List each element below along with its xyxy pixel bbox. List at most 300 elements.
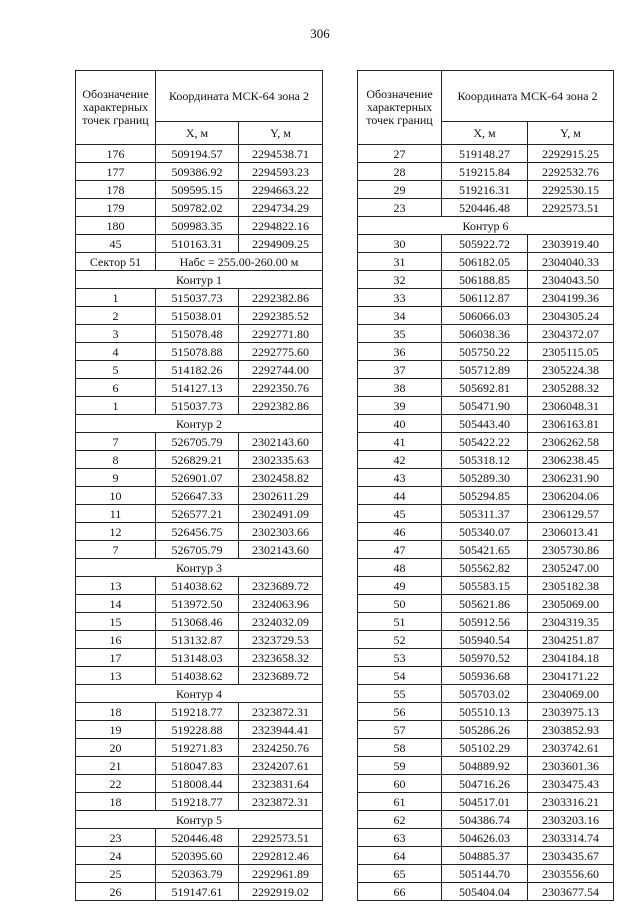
- y-coordinate: 2303677.54: [528, 883, 614, 901]
- table-row: [358, 163, 614, 181]
- table-row: [358, 361, 614, 379]
- y-coordinate: 2292744.00: [239, 361, 323, 379]
- point-number: 64: [358, 847, 442, 865]
- x-coordinate: 509595.15: [156, 181, 239, 199]
- y-coordinate: 2303203.16: [528, 811, 614, 829]
- table-row: [76, 451, 323, 469]
- x-coordinate: 505286.26: [442, 721, 528, 739]
- y-coordinate: 2292350.76: [239, 379, 323, 397]
- point-number: 65: [358, 865, 442, 883]
- x-coordinate: 505750.22: [442, 343, 528, 361]
- table-row: [76, 775, 323, 793]
- table-row: [76, 235, 323, 253]
- point-number: 34: [358, 307, 442, 325]
- y-coordinate: 2323689.72: [239, 667, 323, 685]
- x-coordinate: 514127.13: [156, 379, 239, 397]
- y-coordinate: 2292573.51: [528, 199, 614, 217]
- coordinate-system-header: Координата МСК-64 зона 2: [442, 71, 614, 122]
- point-number: 18: [76, 703, 156, 721]
- table-row: [76, 199, 323, 217]
- table-row: [76, 739, 323, 757]
- point-number: 51: [358, 613, 442, 631]
- table-row: [358, 145, 614, 163]
- point-number: 52: [358, 631, 442, 649]
- point-number: 61: [358, 793, 442, 811]
- y-coordinate: 2302458.82: [239, 469, 323, 487]
- x-coordinate: 505340.07: [442, 523, 528, 541]
- table-row: [76, 487, 323, 505]
- x-coordinate: 504716.26: [442, 775, 528, 793]
- right-table-body: [358, 145, 614, 901]
- x-coordinate: 506038.36: [442, 325, 528, 343]
- contour-label: Контур 1: [76, 271, 323, 289]
- point-number: 26: [76, 883, 156, 901]
- x-column-header: X, м: [442, 122, 528, 145]
- table-row: [76, 181, 323, 199]
- x-coordinate: 515037.73: [156, 289, 239, 307]
- table-row: [358, 865, 614, 883]
- y-coordinate: 2294538.71: [239, 145, 323, 163]
- y-coordinate: 2292919.02: [239, 883, 323, 901]
- x-coordinate: 526901.07: [156, 469, 239, 487]
- point-number: 48: [358, 559, 442, 577]
- y-coordinate: 2324063.96: [239, 595, 323, 613]
- y-coordinate: 2304069.00: [528, 685, 614, 703]
- table-row: [358, 343, 614, 361]
- point-number: 6: [76, 379, 156, 397]
- point-number: 62: [358, 811, 442, 829]
- y-coordinate: 2292382.86: [239, 397, 323, 415]
- x-coordinate: 505936.68: [442, 667, 528, 685]
- point-number: 14: [76, 595, 156, 613]
- x-coordinate: 505621.86: [442, 595, 528, 613]
- x-coordinate: 518008.44: [156, 775, 239, 793]
- point-number: 30: [358, 235, 442, 253]
- y-coordinate: 2303601.36: [528, 757, 614, 775]
- y-coordinate: 2306013.41: [528, 523, 614, 541]
- point-number: 7: [76, 433, 156, 451]
- table-row: [358, 811, 614, 829]
- table-row: [358, 631, 614, 649]
- point-designation-header: Обозначение характерных точек границ: [76, 71, 156, 145]
- y-coordinate: 2305247.00: [528, 559, 614, 577]
- table-row: [76, 721, 323, 739]
- y-coordinate: 2302611.29: [239, 487, 323, 505]
- x-coordinate: 526705.79: [156, 541, 239, 559]
- y-coordinate: 2304199.36: [528, 289, 614, 307]
- point-number: 53: [358, 649, 442, 667]
- table-row: [358, 685, 614, 703]
- point-designation-header: Обозначение характерных точек границ: [358, 71, 442, 145]
- table-row: [76, 631, 323, 649]
- table-row: [76, 523, 323, 541]
- table-row: [358, 181, 614, 199]
- x-coordinate: 520446.48: [442, 199, 528, 217]
- point-number: 17: [76, 649, 156, 667]
- contour-label: Контур 3: [76, 559, 323, 577]
- page-number: 306: [310, 26, 330, 41]
- table-row: [358, 415, 614, 433]
- y-coordinate: 2294909.25: [239, 235, 323, 253]
- table-row: [358, 253, 614, 271]
- x-coordinate: 504885.37: [442, 847, 528, 865]
- table-row: [76, 577, 323, 595]
- point-number: 29: [358, 181, 442, 199]
- table-row: [358, 829, 614, 847]
- y-coordinate: 2306204.06: [528, 487, 614, 505]
- contour-row: [76, 415, 323, 433]
- table-row: [76, 217, 323, 235]
- point-number: 46: [358, 523, 442, 541]
- x-coordinate: 505692.81: [442, 379, 528, 397]
- x-coordinate: 505922.72: [442, 235, 528, 253]
- table-row: [76, 613, 323, 631]
- x-coordinate: 514038.62: [156, 667, 239, 685]
- point-number: 3: [76, 325, 156, 343]
- y-coordinate: 2292385.52: [239, 307, 323, 325]
- x-coordinate: 505912.56: [442, 613, 528, 631]
- y-coordinate: 2323831.64: [239, 775, 323, 793]
- x-coordinate: 505970.52: [442, 649, 528, 667]
- y-coordinate: 2302491.09: [239, 505, 323, 523]
- table-row: [76, 307, 323, 325]
- table-row: [358, 541, 614, 559]
- table-row: [76, 847, 323, 865]
- y-coordinate: 2304305.24: [528, 307, 614, 325]
- point-number: 5: [76, 361, 156, 379]
- x-coordinate: 526456.75: [156, 523, 239, 541]
- point-number: 36: [358, 343, 442, 361]
- point-number: 43: [358, 469, 442, 487]
- table-row: [358, 307, 614, 325]
- x-coordinate: 510163.31: [156, 235, 239, 253]
- x-coordinate: 526577.21: [156, 505, 239, 523]
- table-row: [358, 649, 614, 667]
- x-coordinate: 506066.03: [442, 307, 528, 325]
- y-coordinate: 2292532.76: [528, 163, 614, 181]
- y-coordinate: 2305288.32: [528, 379, 614, 397]
- table-row: [358, 289, 614, 307]
- point-number: 8: [76, 451, 156, 469]
- point-number: 38: [358, 379, 442, 397]
- x-coordinate: 519228.88: [156, 721, 239, 739]
- y-coordinate: 2304043.50: [528, 271, 614, 289]
- table-row: [358, 757, 614, 775]
- point-number: 23: [358, 199, 442, 217]
- point-number: 23: [76, 829, 156, 847]
- y-coordinate: 2324032.09: [239, 613, 323, 631]
- x-coordinate: 506182.05: [442, 253, 528, 271]
- table-row: [358, 433, 614, 451]
- y-coordinate: 2302335.63: [239, 451, 323, 469]
- y-coordinate: 2302143.60: [239, 541, 323, 559]
- x-coordinate: 526647.33: [156, 487, 239, 505]
- x-coordinate: 505311.37: [442, 505, 528, 523]
- y-coordinate: 2292573.51: [239, 829, 323, 847]
- table-row: [358, 739, 614, 757]
- sector-label: Сектор 51: [76, 253, 156, 271]
- y-coordinate: 2305224.38: [528, 361, 614, 379]
- y-coordinate: 2304319.35: [528, 613, 614, 631]
- x-coordinate: 506188.85: [442, 271, 528, 289]
- point-number: 7: [76, 541, 156, 559]
- point-number: 13: [76, 577, 156, 595]
- point-number: 24: [76, 847, 156, 865]
- x-coordinate: 519218.77: [156, 703, 239, 721]
- y-coordinate: 2304040.33: [528, 253, 614, 271]
- contour-label: Контур 5: [76, 811, 323, 829]
- table-row: [358, 883, 614, 901]
- point-number: 9: [76, 469, 156, 487]
- point-number: 16: [76, 631, 156, 649]
- y-coordinate: 2303852.93: [528, 721, 614, 739]
- table-row: [358, 595, 614, 613]
- table-row: [358, 667, 614, 685]
- table-row: [76, 595, 323, 613]
- table-row: [76, 325, 323, 343]
- y-coordinate: 2306048.31: [528, 397, 614, 415]
- y-coordinate: 2303919.40: [528, 235, 614, 253]
- y-coordinate: 2302303.66: [239, 523, 323, 541]
- x-coordinate: 514182.26: [156, 361, 239, 379]
- x-coordinate: 504517.01: [442, 793, 528, 811]
- point-number: 179: [76, 199, 156, 217]
- y-coordinate: 2292530.15: [528, 181, 614, 199]
- y-coordinate: 2305069.00: [528, 595, 614, 613]
- sector-row: [76, 253, 323, 271]
- y-coordinate: 2303556.60: [528, 865, 614, 883]
- table-row: [358, 793, 614, 811]
- point-number: 45: [358, 505, 442, 523]
- contour-label: Контур 6: [358, 217, 614, 235]
- point-number: 13: [76, 667, 156, 685]
- x-coordinate: 505421.65: [442, 541, 528, 559]
- point-number: 4: [76, 343, 156, 361]
- x-coordinate: 504386.74: [442, 811, 528, 829]
- y-coordinate: 2302143.60: [239, 433, 323, 451]
- contour-label: Контур 2: [76, 415, 323, 433]
- x-column-header: X, м: [156, 122, 239, 145]
- x-coordinate: 505510.13: [442, 703, 528, 721]
- y-coordinate: 2294663.22: [239, 181, 323, 199]
- point-number: 59: [358, 757, 442, 775]
- table-row: [76, 397, 323, 415]
- point-number: 19: [76, 721, 156, 739]
- y-coordinate: 2294734.29: [239, 199, 323, 217]
- point-number: 41: [358, 433, 442, 451]
- table-row: [76, 145, 323, 163]
- point-number: 33: [358, 289, 442, 307]
- point-number: 44: [358, 487, 442, 505]
- point-number: 50: [358, 595, 442, 613]
- point-number: 58: [358, 739, 442, 757]
- y-coordinate: 2305730.86: [528, 541, 614, 559]
- table-row: [76, 883, 323, 901]
- table-row: [76, 541, 323, 559]
- point-number: 178: [76, 181, 156, 199]
- x-coordinate: 505703.02: [442, 685, 528, 703]
- y-coordinate: 2323658.32: [239, 649, 323, 667]
- x-coordinate: 505583.15: [442, 577, 528, 595]
- x-coordinate: 519218.77: [156, 793, 239, 811]
- table-row: [76, 433, 323, 451]
- contour-row: [76, 559, 323, 577]
- point-number: 176: [76, 145, 156, 163]
- y-coordinate: 2294822.16: [239, 217, 323, 235]
- x-coordinate: 505940.54: [442, 631, 528, 649]
- table-row: [358, 703, 614, 721]
- point-number: 1: [76, 289, 156, 307]
- point-number: 25: [76, 865, 156, 883]
- x-coordinate: 505102.29: [442, 739, 528, 757]
- table-row: [76, 667, 323, 685]
- point-number: 60: [358, 775, 442, 793]
- y-coordinate: 2324250.76: [239, 739, 323, 757]
- contour-row: [76, 271, 323, 289]
- sector-height: Набс = 255.00-260.00 м: [156, 253, 323, 271]
- table-row: [358, 559, 614, 577]
- y-coordinate: 2303316.21: [528, 793, 614, 811]
- x-coordinate: 515078.48: [156, 325, 239, 343]
- table-row: [358, 577, 614, 595]
- y-coordinate: 2294593.23: [239, 163, 323, 181]
- table-row: [76, 829, 323, 847]
- point-number: 15: [76, 613, 156, 631]
- table-row: [76, 289, 323, 307]
- y-coordinate: 2306231.90: [528, 469, 614, 487]
- x-coordinate: 519147.61: [156, 883, 239, 901]
- y-coordinate: 2323729.53: [239, 631, 323, 649]
- x-coordinate: 505471.90: [442, 397, 528, 415]
- table-row: [76, 469, 323, 487]
- x-coordinate: 506112.87: [442, 289, 528, 307]
- x-coordinate: 519271.83: [156, 739, 239, 757]
- x-coordinate: 515037.73: [156, 397, 239, 415]
- table-row: [358, 613, 614, 631]
- x-coordinate: 509194.57: [156, 145, 239, 163]
- y-coordinate: 2323872.31: [239, 703, 323, 721]
- point-number: 28: [358, 163, 442, 181]
- x-coordinate: 513148.03: [156, 649, 239, 667]
- point-number: 177: [76, 163, 156, 181]
- point-number: 54: [358, 667, 442, 685]
- point-number: 18: [76, 793, 156, 811]
- table-row: [358, 469, 614, 487]
- contour-row: [358, 217, 614, 235]
- y-coordinate: 2323944.41: [239, 721, 323, 739]
- y-column-header: Y, м: [239, 122, 323, 145]
- y-coordinate: 2323872.31: [239, 793, 323, 811]
- table-row: [358, 721, 614, 739]
- point-number: 12: [76, 523, 156, 541]
- x-coordinate: 504626.03: [442, 829, 528, 847]
- table-row: [358, 199, 614, 217]
- x-coordinate: 519215.84: [442, 163, 528, 181]
- y-coordinate: 2303475.43: [528, 775, 614, 793]
- coordinate-system-header: Координата МСК-64 зона 2: [156, 71, 323, 122]
- x-coordinate: 509782.02: [156, 199, 239, 217]
- table-row: [76, 703, 323, 721]
- table-row: [76, 163, 323, 181]
- x-coordinate: 520446.48: [156, 829, 239, 847]
- y-coordinate: 2303975.13: [528, 703, 614, 721]
- point-number: 40: [358, 415, 442, 433]
- point-number: 66: [358, 883, 442, 901]
- point-number: 49: [358, 577, 442, 595]
- y-coordinate: 2292961.89: [239, 865, 323, 883]
- x-coordinate: 505562.82: [442, 559, 528, 577]
- table-row: [76, 361, 323, 379]
- left-table-body: [76, 145, 323, 901]
- y-coordinate: 2292382.86: [239, 289, 323, 307]
- y-coordinate: 2303742.61: [528, 739, 614, 757]
- table-row: [358, 505, 614, 523]
- x-coordinate: 505443.40: [442, 415, 528, 433]
- table-row: [76, 649, 323, 667]
- point-number: 39: [358, 397, 442, 415]
- table-row: [76, 379, 323, 397]
- table-row: [76, 757, 323, 775]
- y-coordinate: 2303435.67: [528, 847, 614, 865]
- x-coordinate: 513132.87: [156, 631, 239, 649]
- x-coordinate: 505144.70: [442, 865, 528, 883]
- coordinates-table-left: [75, 70, 323, 901]
- y-coordinate: 2304184.18: [528, 649, 614, 667]
- x-coordinate: 509983.35: [156, 217, 239, 235]
- x-coordinate: 520395.60: [156, 847, 239, 865]
- x-coordinate: 505294.85: [442, 487, 528, 505]
- table-row: [358, 487, 614, 505]
- point-number: 2: [76, 307, 156, 325]
- y-coordinate: 2292771.80: [239, 325, 323, 343]
- y-coordinate: 2306238.45: [528, 451, 614, 469]
- point-number: 10: [76, 487, 156, 505]
- point-number: 42: [358, 451, 442, 469]
- point-number: 37: [358, 361, 442, 379]
- point-number: 1: [76, 397, 156, 415]
- y-coordinate: 2323689.72: [239, 577, 323, 595]
- table-row: [76, 793, 323, 811]
- table-row: [358, 397, 614, 415]
- y-coordinate: 2305115.05: [528, 343, 614, 361]
- y-coordinate: 2304372.07: [528, 325, 614, 343]
- point-number: 35: [358, 325, 442, 343]
- x-coordinate: 513972.50: [156, 595, 239, 613]
- point-number: 20: [76, 739, 156, 757]
- y-coordinate: 2306129.57: [528, 505, 614, 523]
- table-row: [358, 271, 614, 289]
- x-coordinate: 505422.22: [442, 433, 528, 451]
- contour-row: [76, 685, 323, 703]
- y-column-header: Y, м: [528, 122, 614, 145]
- x-coordinate: 515038.01: [156, 307, 239, 325]
- point-number: 32: [358, 271, 442, 289]
- y-coordinate: 2324207.61: [239, 757, 323, 775]
- table-row: [358, 379, 614, 397]
- y-coordinate: 2305182.38: [528, 577, 614, 595]
- point-number: 11: [76, 505, 156, 523]
- point-number: 22: [76, 775, 156, 793]
- point-number: 63: [358, 829, 442, 847]
- point-number: 21: [76, 757, 156, 775]
- coordinates-table-right: [357, 70, 614, 901]
- table-row: [358, 523, 614, 541]
- x-coordinate: 505318.12: [442, 451, 528, 469]
- y-coordinate: 2303314.74: [528, 829, 614, 847]
- x-coordinate: 509386.92: [156, 163, 239, 181]
- point-number: 56: [358, 703, 442, 721]
- y-coordinate: 2304251.87: [528, 631, 614, 649]
